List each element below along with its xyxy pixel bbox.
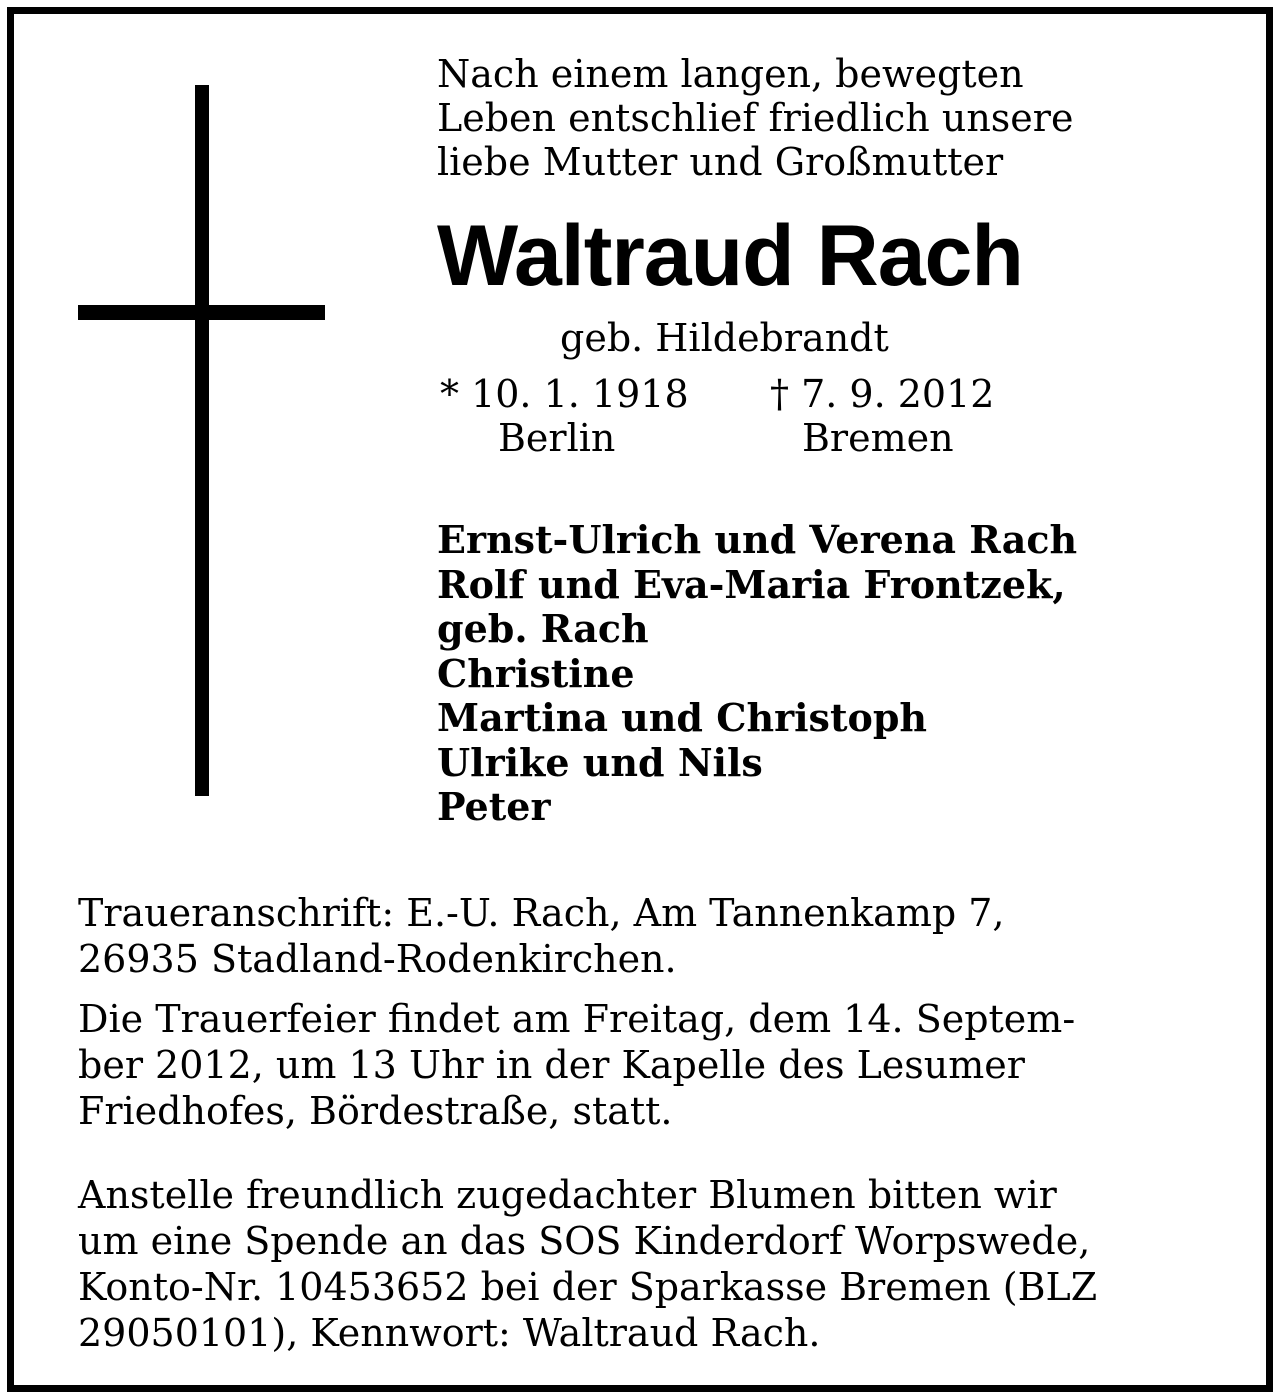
donation-request <box>78 1172 1097 1356</box>
donation-line: um eine Spende an das SOS Kinderdorf Worpswede, <box>78 1219 1091 1263</box>
address-line: 26935 Stadland-Rodenkirchen. <box>78 937 677 981</box>
funeral-ceremony-notice <box>78 996 1075 1134</box>
birth-date: * 10. 1. 1918 <box>440 372 689 416</box>
donation-line: 29050101), Kennwort: Waltraud Rach. <box>78 1311 821 1355</box>
mourner-line: Christine <box>437 650 635 696</box>
donation-line: Anstelle freundlich zugedachter Blumen bitten wir <box>78 1173 1057 1217</box>
intro-text <box>437 52 1197 184</box>
mourner-line: Rolf und Eva-Maria Frontzek, <box>437 561 1066 607</box>
cross-symbol-horizontal-bar <box>78 305 325 320</box>
intro-line: Nach einem langen, bewegten <box>437 52 1024 96</box>
ceremony-line: ber 2012, um 13 Uhr in der Kapelle des Lesumer <box>78 1043 1025 1087</box>
mourner-line: Ernst-Ulrich und Verena Rach <box>437 517 1078 562</box>
intro-line: Leben entschlief friedlich unsere <box>437 96 1074 140</box>
mourners-list <box>437 518 1077 830</box>
cross-symbol-vertical-bar <box>195 85 209 796</box>
death-place: Bremen <box>802 416 954 460</box>
maiden-name: geb. Hildebrandt <box>560 316 889 360</box>
birth-place: Berlin <box>498 416 616 460</box>
mourner-line: Ulrike und Nils <box>437 739 763 785</box>
mourner-line: geb. Rach <box>437 606 649 651</box>
mourner-line: Peter <box>437 784 551 829</box>
ceremony-line: Die Trauerfeier findet am Freitag, dem 14. Septem- <box>78 997 1076 1041</box>
deceased-name: Waltraud Rach <box>437 208 1023 304</box>
mourning-address <box>78 890 1005 982</box>
intro-line: liebe Mutter und Großmutter <box>437 140 1004 184</box>
address-line: Traueranschrift: E.-U. Rach, Am Tannenkamp 7, <box>78 891 1005 935</box>
mourner-line: Martina und Christoph <box>437 695 928 740</box>
ceremony-line: Friedhofes, Bördestraße, statt. <box>78 1089 673 1133</box>
death-date: † 7. 9. 2012 <box>770 372 995 416</box>
donation-line: Konto-Nr. 10453652 bei der Sparkasse Bremen (BLZ <box>78 1265 1098 1309</box>
